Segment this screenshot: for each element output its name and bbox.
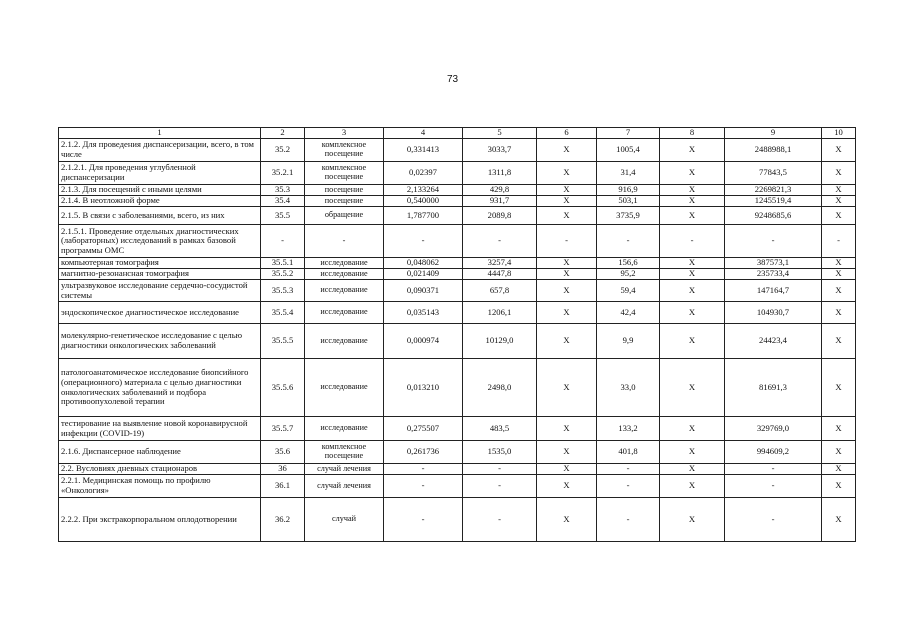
row-total: 1245519,4 [725, 196, 822, 207]
row-col6: X [537, 498, 597, 542]
row-cost: - [463, 475, 537, 498]
table-row [59, 359, 856, 417]
header-cell: 6 [537, 128, 597, 139]
row-unit: исследование [305, 359, 384, 417]
row-name: 2.1.4. В неотложной форме [59, 196, 261, 207]
row-name: магнитно-резонансная томография [59, 269, 261, 280]
row-name: 2.1.6. Диспансерное наблюдение [59, 441, 261, 464]
row-col8: X [660, 139, 725, 162]
row-name: 2.1.2.1. Для проведения углубленной диспансеризации [59, 162, 261, 185]
row-total: 104930,7 [725, 302, 822, 324]
row-unit: случай лечения [305, 464, 384, 475]
row-col8: X [660, 269, 725, 280]
row-col7: 9,9 [597, 324, 660, 359]
row-col8: X [660, 162, 725, 185]
row-unit: комплексное посещение [305, 139, 384, 162]
row-col6: X [537, 207, 597, 225]
table-row [59, 441, 856, 464]
header-row [59, 128, 856, 139]
row-col6: - [537, 225, 597, 258]
row-cost: 2089,8 [463, 207, 537, 225]
row-total: - [725, 225, 822, 258]
row-unit: исследование [305, 302, 384, 324]
row-volume: 0,540000 [384, 196, 463, 207]
row-col8: - [660, 225, 725, 258]
row-col8: X [660, 475, 725, 498]
row-name: 2.2. Вусловиях дневных стационаров [59, 464, 261, 475]
row-col10: X [822, 302, 856, 324]
row-col10: X [822, 280, 856, 302]
row-col8: X [660, 498, 725, 542]
row-col6: X [537, 324, 597, 359]
table-row [59, 302, 856, 324]
row-total: 24423,4 [725, 324, 822, 359]
row-col6: X [537, 441, 597, 464]
table-row [59, 464, 856, 475]
row-volume: 1,787700 [384, 207, 463, 225]
row-volume: 0,331413 [384, 139, 463, 162]
row-cost: 10129,0 [463, 324, 537, 359]
row-code: 35.4 [261, 196, 305, 207]
header-cell: 2 [261, 128, 305, 139]
row-code: 35.5.1 [261, 258, 305, 269]
row-cost: 931,7 [463, 196, 537, 207]
row-unit: исследование [305, 258, 384, 269]
row-name: тестирование на выявление новой коронавирусной инфекции (COVID-19) [59, 417, 261, 441]
table-row [59, 162, 856, 185]
row-col10: - [822, 225, 856, 258]
row-col10: X [822, 162, 856, 185]
row-code: 35.5.3 [261, 280, 305, 302]
row-col7: - [597, 225, 660, 258]
row-cost: 1206,1 [463, 302, 537, 324]
row-cost: 657,8 [463, 280, 537, 302]
row-code: 35.5.6 [261, 359, 305, 417]
row-volume: - [384, 464, 463, 475]
row-total: 2488988,1 [725, 139, 822, 162]
row-volume: 0,02397 [384, 162, 463, 185]
row-code: 35.5.2 [261, 269, 305, 280]
row-volume: 2,133264 [384, 185, 463, 196]
row-volume: - [384, 498, 463, 542]
row-cost: 3257,4 [463, 258, 537, 269]
row-col8: X [660, 464, 725, 475]
row-name: 2.1.5.1. Проведение отдельных диагностических (лабораторных) исследований в рамках базовой программы ОМС [59, 225, 261, 258]
row-col10: X [822, 258, 856, 269]
row-col10: X [822, 207, 856, 225]
row-col10: X [822, 196, 856, 207]
table-row [59, 324, 856, 359]
table-row [59, 269, 856, 280]
row-col7: 133,2 [597, 417, 660, 441]
row-unit: исследование [305, 280, 384, 302]
row-col10: X [822, 185, 856, 196]
row-col10: X [822, 475, 856, 498]
row-code: 35.6 [261, 441, 305, 464]
row-cost: 3033,7 [463, 139, 537, 162]
row-unit: исследование [305, 417, 384, 441]
row-total: 147164,7 [725, 280, 822, 302]
row-col8: X [660, 302, 725, 324]
header-cell: 8 [660, 128, 725, 139]
row-col10: X [822, 269, 856, 280]
row-col6: X [537, 464, 597, 475]
row-name: компьютерная томография [59, 258, 261, 269]
row-volume: 0,261736 [384, 441, 463, 464]
row-total: 77843,5 [725, 162, 822, 185]
row-col10: X [822, 464, 856, 475]
row-col6: X [537, 302, 597, 324]
row-total: 2269821,3 [725, 185, 822, 196]
row-name: 2.1.5. В связи с заболеваниями, всего, из них [59, 207, 261, 225]
row-col10: X [822, 359, 856, 417]
row-volume: 0,013210 [384, 359, 463, 417]
header-cell: 5 [463, 128, 537, 139]
row-unit: посещение [305, 185, 384, 196]
row-col8: X [660, 359, 725, 417]
row-col6: X [537, 258, 597, 269]
row-col6: X [537, 280, 597, 302]
table-row [59, 475, 856, 498]
row-code: 35.2 [261, 139, 305, 162]
row-col7: 95,2 [597, 269, 660, 280]
row-col7: 401,8 [597, 441, 660, 464]
row-name: 2.2.1. Медицинская помощь по профилю «Онкология» [59, 475, 261, 498]
table-row [59, 498, 856, 542]
table-row [59, 417, 856, 441]
row-unit: исследование [305, 269, 384, 280]
row-name: 2.1.3. Для посещений с иными целями [59, 185, 261, 196]
row-col7: 156,6 [597, 258, 660, 269]
row-code: 35.2.1 [261, 162, 305, 185]
row-total: 994609,2 [725, 441, 822, 464]
row-code: 35.5 [261, 207, 305, 225]
row-col7: 31,4 [597, 162, 660, 185]
row-total: 387573,1 [725, 258, 822, 269]
header-cell: 7 [597, 128, 660, 139]
row-name: ультразвуковое исследование сердечно-сосудистой системы [59, 280, 261, 302]
row-code: 36.1 [261, 475, 305, 498]
row-cost: 1535,0 [463, 441, 537, 464]
row-cost: 4447,8 [463, 269, 537, 280]
row-unit: посещение [305, 196, 384, 207]
row-total: 329769,0 [725, 417, 822, 441]
row-col8: X [660, 196, 725, 207]
row-unit: - [305, 225, 384, 258]
row-col10: X [822, 139, 856, 162]
row-volume: 0,048062 [384, 258, 463, 269]
row-col7: 916,9 [597, 185, 660, 196]
table-body [59, 139, 856, 542]
row-unit: комплексное посещение [305, 162, 384, 185]
row-code: 35.5.5 [261, 324, 305, 359]
row-volume: 0,275507 [384, 417, 463, 441]
row-total: 9248685,6 [725, 207, 822, 225]
header-cell: 9 [725, 128, 822, 139]
table-row [59, 225, 856, 258]
row-col8: X [660, 441, 725, 464]
row-col10: X [822, 417, 856, 441]
row-col7: 3735,9 [597, 207, 660, 225]
data-table [58, 127, 856, 542]
row-col6: X [537, 162, 597, 185]
row-code: 35.3 [261, 185, 305, 196]
row-name: патологоанатомическое исследование биопсийного (операционного) материала с целью диагностики онкологических заболеваний и подбора противоопухолевой терапии [59, 359, 261, 417]
row-col6: X [537, 185, 597, 196]
row-total: - [725, 498, 822, 542]
row-col10: X [822, 498, 856, 542]
header-cell: 10 [822, 128, 856, 139]
row-name: 2.2.2. При экстракорпоральном оплодотворении [59, 498, 261, 542]
row-col8: X [660, 185, 725, 196]
row-col7: 33,0 [597, 359, 660, 417]
row-volume: - [384, 225, 463, 258]
row-total: - [725, 464, 822, 475]
row-col8: X [660, 207, 725, 225]
row-name: 2.1.2. Для проведения диспансеризации, всего, в том числе [59, 139, 261, 162]
table-row [59, 280, 856, 302]
row-col10: X [822, 324, 856, 359]
header-cell: 1 [59, 128, 261, 139]
row-col6: X [537, 269, 597, 280]
row-cost: - [463, 498, 537, 542]
row-col8: X [660, 280, 725, 302]
row-col10: X [822, 441, 856, 464]
row-volume: 0,035143 [384, 302, 463, 324]
row-col7: - [597, 498, 660, 542]
table-row [59, 139, 856, 162]
row-col7: 503,1 [597, 196, 660, 207]
row-code: 35.5.7 [261, 417, 305, 441]
row-col8: X [660, 417, 725, 441]
table-row [59, 196, 856, 207]
row-cost: 429,8 [463, 185, 537, 196]
row-unit: случай [305, 498, 384, 542]
row-cost: - [463, 464, 537, 475]
table-row [59, 185, 856, 196]
row-col6: X [537, 139, 597, 162]
row-code: 35.5.4 [261, 302, 305, 324]
table-row [59, 258, 856, 269]
header-cell: 3 [305, 128, 384, 139]
row-total: - [725, 475, 822, 498]
row-code: 36 [261, 464, 305, 475]
page-number: 73 [446, 74, 459, 85]
row-col7: 42,4 [597, 302, 660, 324]
table-row [59, 207, 856, 225]
row-unit: комплексное посещение [305, 441, 384, 464]
row-col7: 59,4 [597, 280, 660, 302]
row-col7: - [597, 464, 660, 475]
row-col7: - [597, 475, 660, 498]
row-volume: 0,000974 [384, 324, 463, 359]
row-name: эндоскопическое диагностическое исследование [59, 302, 261, 324]
row-total: 81691,3 [725, 359, 822, 417]
row-volume: 0,021409 [384, 269, 463, 280]
row-unit: случай лечения [305, 475, 384, 498]
row-name: молекулярно-генетическое исследование с целью диагностики онкологических заболеваний [59, 324, 261, 359]
row-code: - [261, 225, 305, 258]
row-col8: X [660, 324, 725, 359]
header-cell: 4 [384, 128, 463, 139]
row-code: 36.2 [261, 498, 305, 542]
row-unit: исследование [305, 324, 384, 359]
row-cost: 483,5 [463, 417, 537, 441]
row-volume: 0,090371 [384, 280, 463, 302]
row-col6: X [537, 417, 597, 441]
row-col6: X [537, 359, 597, 417]
row-unit: обращение [305, 207, 384, 225]
row-col7: 1005,4 [597, 139, 660, 162]
row-cost: - [463, 225, 537, 258]
row-total: 235733,4 [725, 269, 822, 280]
row-col6: X [537, 475, 597, 498]
row-volume: - [384, 475, 463, 498]
row-cost: 1311,8 [463, 162, 537, 185]
row-col8: X [660, 258, 725, 269]
row-col6: X [537, 196, 597, 207]
row-cost: 2498,0 [463, 359, 537, 417]
